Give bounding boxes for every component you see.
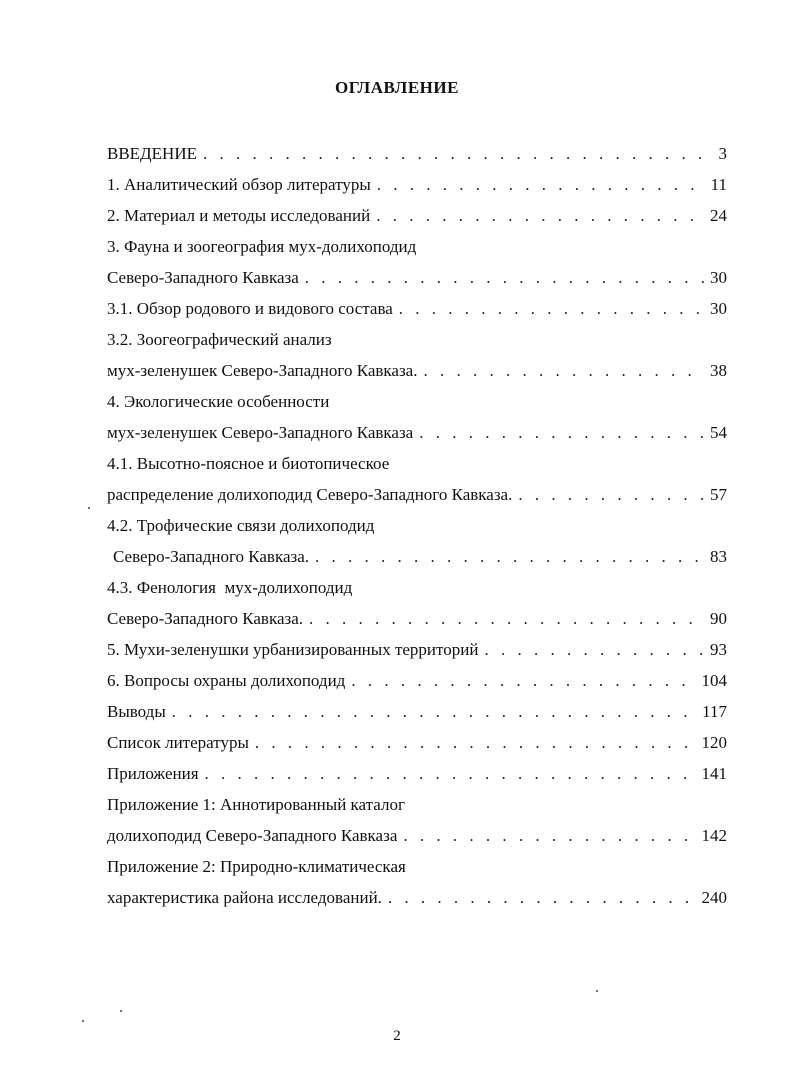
toc-leader	[518, 483, 704, 507]
toc-leader	[203, 142, 713, 166]
toc-entry-heading[interactable]	[107, 514, 727, 545]
toc-entry[interactable]	[107, 204, 727, 235]
toc-entry-title: 3.1. Обзор родового и видового состава	[107, 299, 393, 318]
toc-page-number: 30	[710, 299, 727, 318]
toc-page-number: 120	[701, 733, 727, 752]
toc-leader	[388, 886, 696, 910]
toc-leader	[419, 421, 704, 445]
toc-entry-title: 5. Мухи-зеленушки урбанизированных территорий	[107, 640, 479, 659]
toc-leader	[376, 204, 704, 228]
toc-entry[interactable]	[107, 483, 727, 514]
toc-entry[interactable]	[107, 700, 727, 731]
toc-entry-title: 2. Материал и методы исследований	[107, 206, 371, 225]
toc-entry[interactable]	[107, 359, 727, 390]
toc-entry-heading[interactable]	[107, 576, 727, 607]
toc-page-number: 90	[710, 609, 727, 628]
toc-page-number: 57	[710, 485, 727, 504]
toc-page-number: 54	[710, 423, 727, 442]
toc-page-number: 93	[710, 640, 727, 659]
toc-entry[interactable]	[107, 607, 727, 638]
toc-entry-heading[interactable]	[107, 855, 727, 886]
toc-leader	[172, 700, 696, 724]
toc-entry-title: 4.3. Фенология мух-долихоподид	[107, 578, 353, 597]
toc-page-number: 83	[710, 547, 727, 566]
toc-entry-title: Приложение 1: Аннотированный каталог	[107, 795, 405, 814]
toc-page-number: 117	[702, 702, 727, 721]
scan-speck	[120, 1010, 122, 1012]
toc-entry[interactable]	[107, 824, 727, 855]
toc-page-number: 240	[701, 888, 727, 907]
toc-leader	[255, 731, 696, 755]
toc-entry-title: 1. Аналитический обзор литературы	[107, 175, 371, 194]
toc-entry-title: Приложения	[107, 764, 199, 783]
toc-entry-title: Выводы	[107, 702, 166, 721]
toc-entry[interactable]	[107, 731, 727, 762]
toc-entry-title: 4.1. Высотно-поясное и биотопическое	[107, 454, 390, 473]
scan-speck	[82, 1020, 84, 1022]
toc-page-number: 141	[701, 764, 727, 783]
toc-entry[interactable]	[107, 669, 727, 700]
toc-entry-title: Северо-Западного Кавказа.	[113, 547, 309, 566]
toc-entry[interactable]	[107, 638, 727, 669]
toc-leader	[205, 762, 696, 786]
toc-leader	[399, 297, 704, 321]
toc-entry[interactable]	[107, 297, 727, 328]
toc-entry[interactable]	[107, 173, 727, 204]
toc-entry-title: 6. Вопросы охраны долихоподид	[107, 671, 346, 690]
toc-page-number: 38	[710, 361, 727, 380]
toc-entry-title: 3. Фауна и зоогеография мух-долихоподид	[107, 237, 417, 256]
toc-page-number: 104	[701, 671, 727, 690]
toc-leader	[305, 266, 704, 290]
toc-leader	[484, 638, 704, 662]
toc-entry-title: Приложение 2: Природно-климатическая	[107, 857, 406, 876]
toc-entry-title: мух-зеленушек Северо-Западного Кавказа.	[107, 361, 418, 380]
toc-entry[interactable]	[107, 886, 727, 917]
toc-entry-heading[interactable]	[107, 328, 727, 359]
toc-leader	[351, 669, 695, 693]
page-title: ОГЛАВЛЕНИЕ	[335, 78, 459, 97]
scan-speck	[596, 990, 598, 992]
toc-entry-heading[interactable]	[107, 793, 727, 824]
toc-entry-title: ВВЕДЕНИЕ	[107, 144, 197, 163]
toc-entry-title: Северо-Западного Кавказа	[107, 268, 299, 287]
table-of-contents	[107, 142, 727, 917]
toc-entry-title: долихоподид Северо-Западного Кавказа	[107, 826, 398, 845]
page-number: 2	[393, 1028, 401, 1044]
toc-entry-title: 4.2. Трофические связи долихоподид	[107, 516, 375, 535]
toc-entry-heading[interactable]	[107, 235, 727, 266]
toc-entry[interactable]	[107, 421, 727, 452]
toc-entry-title: распределение долихоподид Северо-Западного Кавказа.	[107, 485, 513, 504]
toc-leader	[315, 545, 704, 569]
toc-entry-title: мух-зеленушек Северо-Западного Кавказа	[107, 423, 414, 442]
toc-entry-title: 3.2. Зоогеографический анализ	[107, 330, 332, 349]
toc-entry-title: Список литературы	[107, 733, 249, 752]
toc-entry-heading[interactable]	[107, 452, 727, 483]
toc-page-number: 142	[701, 826, 727, 845]
toc-leader	[309, 607, 704, 631]
toc-entry[interactable]	[107, 142, 727, 173]
toc-entry-title: Северо-Западного Кавказа.	[107, 609, 303, 628]
toc-leader	[377, 173, 705, 197]
toc-entry[interactable]	[107, 266, 727, 297]
toc-leader	[423, 359, 704, 383]
toc-page-number: 3	[718, 144, 727, 163]
toc-entry-heading[interactable]	[107, 390, 727, 421]
toc-leader	[403, 824, 695, 848]
scan-speck	[88, 507, 90, 509]
toc-page-number: 11	[710, 175, 727, 194]
toc-page-number: 24	[710, 206, 727, 225]
toc-entry-title: характеристика района исследований.	[107, 888, 382, 907]
toc-entry[interactable]	[107, 545, 727, 576]
toc-page-number: 30	[710, 268, 727, 287]
toc-entry[interactable]	[107, 762, 727, 793]
toc-entry-title: 4. Экологические особенности	[107, 392, 330, 411]
